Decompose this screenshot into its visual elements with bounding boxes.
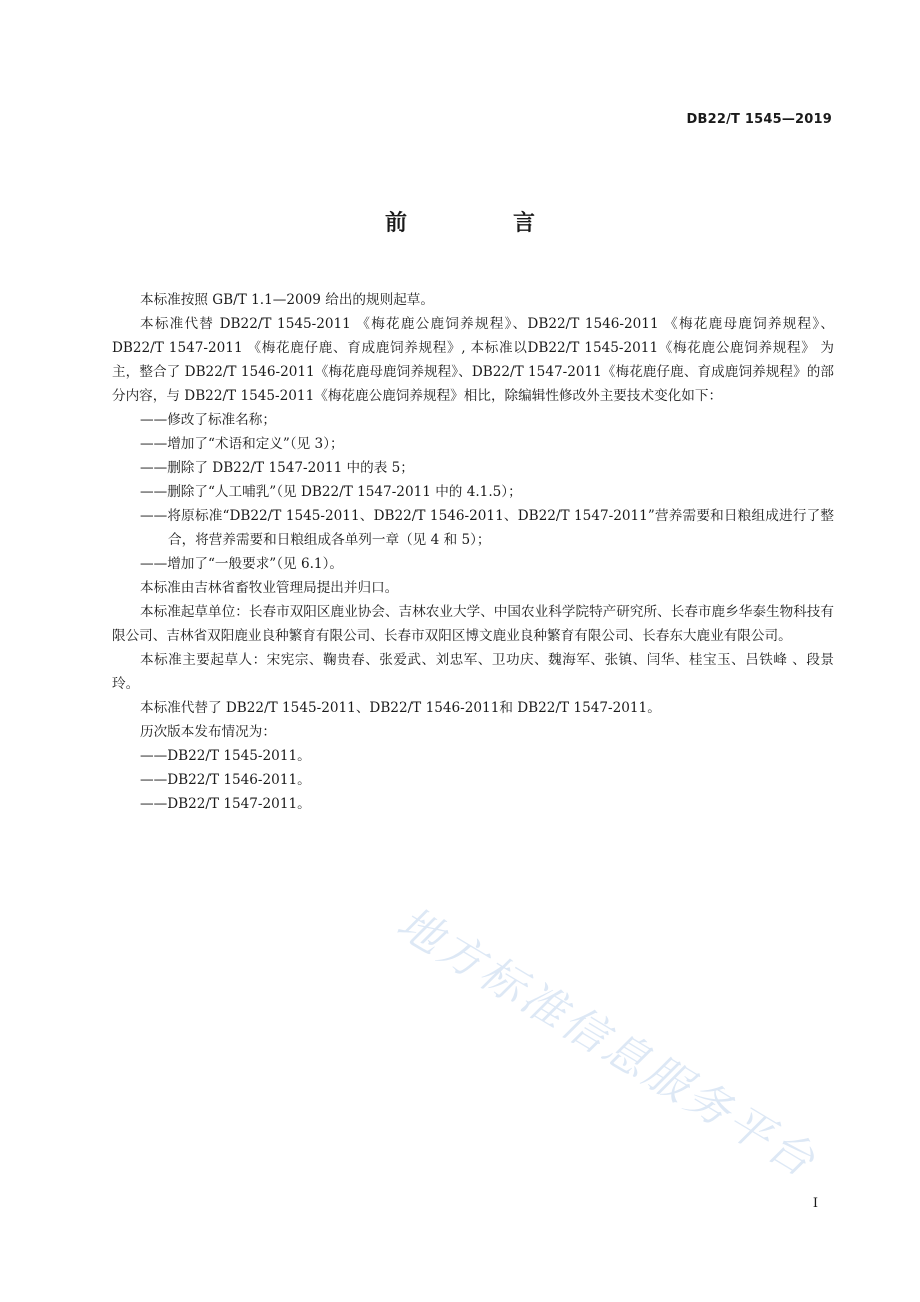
foreword-body — [112, 288, 834, 816]
paragraph: 历次版本发布情况为： — [140, 724, 276, 740]
version-list-item: ——DB22/T 1546-2011。 — [140, 772, 311, 788]
paragraph: 本标准代替了 DB22/T 1545-2011、DB22/T 1546-2011和 DB22/T 1547-2011。 — [140, 700, 661, 716]
paragraph: 本标准由吉林省畜牧业管理局提出并归口。 — [140, 580, 399, 596]
change-list-item: ——将原标准“DB22/T 1545-2011、DB22/T 1546-2011、DB22/T 1547-2011”营养需要和日粮组成进行了整合，将营养需要和日粮组成各单列一章（见 4 和 5）； — [140, 508, 834, 548]
document-code: DB22/T 1545—2019 — [686, 112, 832, 127]
change-list-item: ——增加了“术语和定义”（见 3）； — [140, 436, 344, 452]
paragraph: 本标准起草单位：长春市双阳区鹿业协会、吉林农业大学、中国农业科学院特产研究所、长春市鹿乡华泰生物科技有限公司、吉林省双阳鹿业良种繁育有限公司、长春市双阳区博文鹿业良种繁育有限公司、长春东大鹿业有限公司。 — [112, 604, 834, 644]
version-list-item: ——DB22/T 1547-2011。 — [140, 796, 311, 812]
change-list-item: ——删除了 DB22/T 1547-2011 中的表 5； — [140, 460, 414, 476]
paragraph: 本标准按照 GB/T 1.1—2009 给出的规则起草。 — [140, 292, 434, 308]
change-list-item: ——修改了标准名称； — [140, 412, 276, 428]
page-title: 前 言 — [384, 211, 577, 236]
page-number: I — [812, 1196, 818, 1211]
paragraph: 本标准代替 DB22/T 1545-2011 《梅花鹿公鹿饲养规程》、DB22/T 1546-2011 《梅花鹿母鹿饲养规程》、DB22/T 1547-2011 《梅花鹿仔鹿、育成鹿饲养规程》, 本标准以DB22/T 1545-2011《梅花鹿公鹿饲养规程》 为主，整合了 DB22/T 1546-2011《梅花鹿母鹿饲养规程》、DB22/T 1547-2011《梅花鹿仔鹿、育成鹿饲养规程》的部分内容，与 DB22/T 1545-2011《梅花鹿公鹿饲养规程》相比，除编辑性修改外主要技术变化如下： — [112, 316, 834, 404]
version-list-item: ——DB22/T 1545-2011。 — [140, 748, 311, 764]
change-list-item: ——增加了“一般要求”（见 6.1）。 — [140, 556, 343, 572]
paragraph: 本标准主要起草人：宋宪宗、鞠贵春、张爱武、刘忠军、卫功庆、魏海军、张镇、闫华、桂宝玉、吕铁峰 、段景玲。 — [112, 652, 834, 692]
change-list-item: ——删除了“人工哺乳”（见 DB22/T 1547-2011 中的 4.1.5）； — [140, 484, 522, 500]
watermark: 地方标准信息服务平台 — [388, 897, 826, 1189]
